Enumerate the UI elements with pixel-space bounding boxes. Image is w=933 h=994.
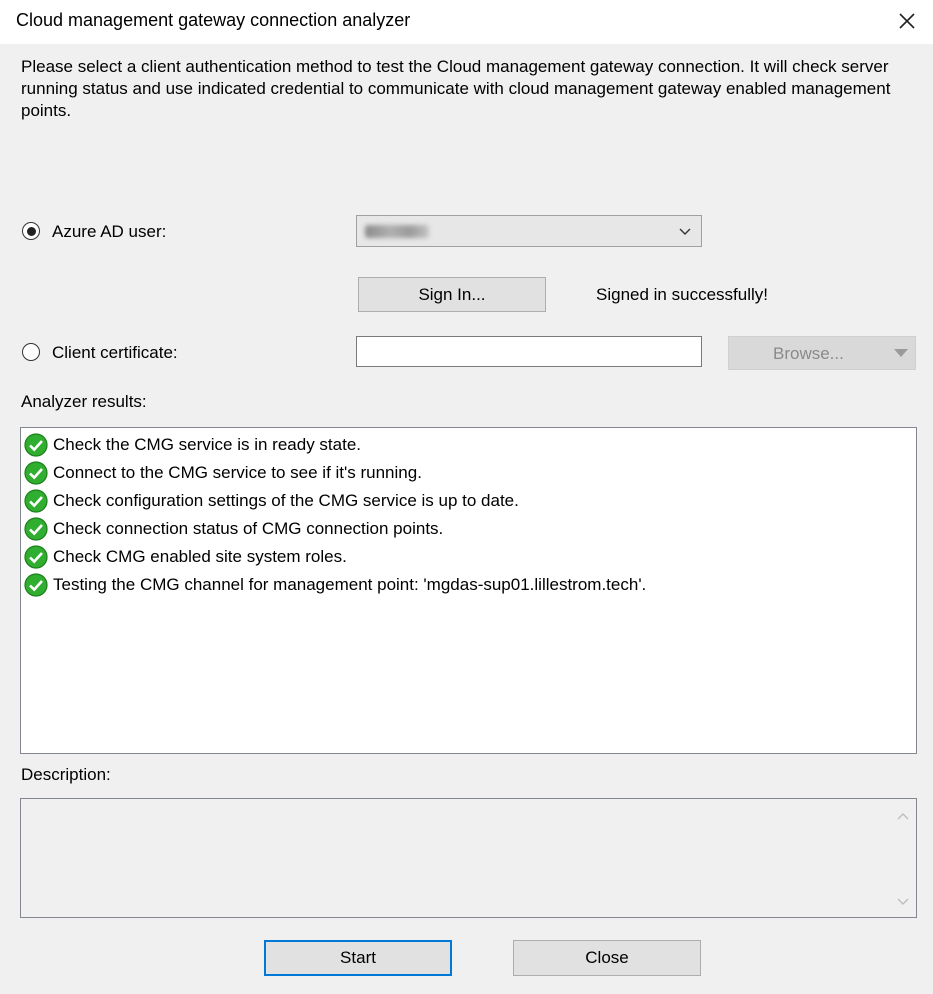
close-icon [898, 12, 916, 30]
chevron-down-icon [677, 223, 693, 239]
list-item-text: Check configuration settings of the CMG service is up to date. [53, 491, 519, 510]
analyzer-results-list[interactable] [20, 427, 917, 754]
scroll-down-icon[interactable] [890, 889, 916, 913]
azure-ad-radio[interactable] [22, 222, 40, 240]
check-success-icon [23, 516, 49, 542]
check-success-icon [23, 460, 49, 486]
window-close-button[interactable] [887, 2, 927, 40]
description-scrollbar[interactable] [890, 799, 916, 917]
check-success-icon [23, 544, 49, 570]
check-success-icon [23, 432, 49, 458]
description-box[interactable] [20, 798, 917, 918]
list-item-text: Connect to the CMG service to see if it's running. [53, 463, 422, 482]
list-item-text: Check the CMG service is in ready state. [53, 435, 362, 454]
dropdown-triangle-icon [891, 347, 911, 359]
list-item-text: Check CMG enabled site system roles. [53, 547, 347, 566]
list-item[interactable] [21, 431, 916, 459]
list-item-text: Testing the CMG channel for management point: 'mgdas-sup01.lillestrom.tech'. [53, 575, 647, 594]
radio-selected-dot [27, 227, 36, 236]
sign-in-button[interactable]: Sign In... [358, 277, 546, 312]
azure-ad-label: Azure AD user: [52, 222, 167, 241]
azure-user-dropdown[interactable] [356, 215, 702, 247]
title-bar [0, 0, 933, 44]
sign-in-status: Signed in successfully! [596, 285, 768, 304]
list-item[interactable] [21, 571, 916, 599]
client-certificate-radio[interactable] [22, 343, 40, 361]
window-title: Cloud management gateway connection analyzer [16, 10, 411, 30]
list-item-text: Check connection status of CMG connection points. [53, 519, 444, 538]
list-item[interactable] [21, 487, 916, 515]
description-label: Description: [21, 765, 111, 784]
blurred-username [365, 225, 429, 238]
list-item[interactable] [21, 543, 916, 571]
start-button[interactable]: Start [264, 940, 452, 976]
scroll-up-icon[interactable] [890, 805, 916, 829]
intro-text: Please select a client authentication method to test the Cloud management gateway connection. It will check server running status and use indicated credential to communicate with cloud management gateway enabled management points. [21, 57, 891, 120]
browse-label: Browse... [773, 344, 844, 363]
close-button[interactable]: Close [513, 940, 701, 976]
client-certificate-label: Client certificate: [52, 343, 178, 362]
check-success-icon [23, 488, 49, 514]
browse-button[interactable] [728, 336, 916, 370]
certificate-path-input[interactable] [356, 336, 702, 367]
analyzer-results-label: Analyzer results: [21, 392, 147, 411]
list-item[interactable] [21, 515, 916, 543]
list-item[interactable] [21, 459, 916, 487]
check-success-icon [23, 572, 49, 598]
